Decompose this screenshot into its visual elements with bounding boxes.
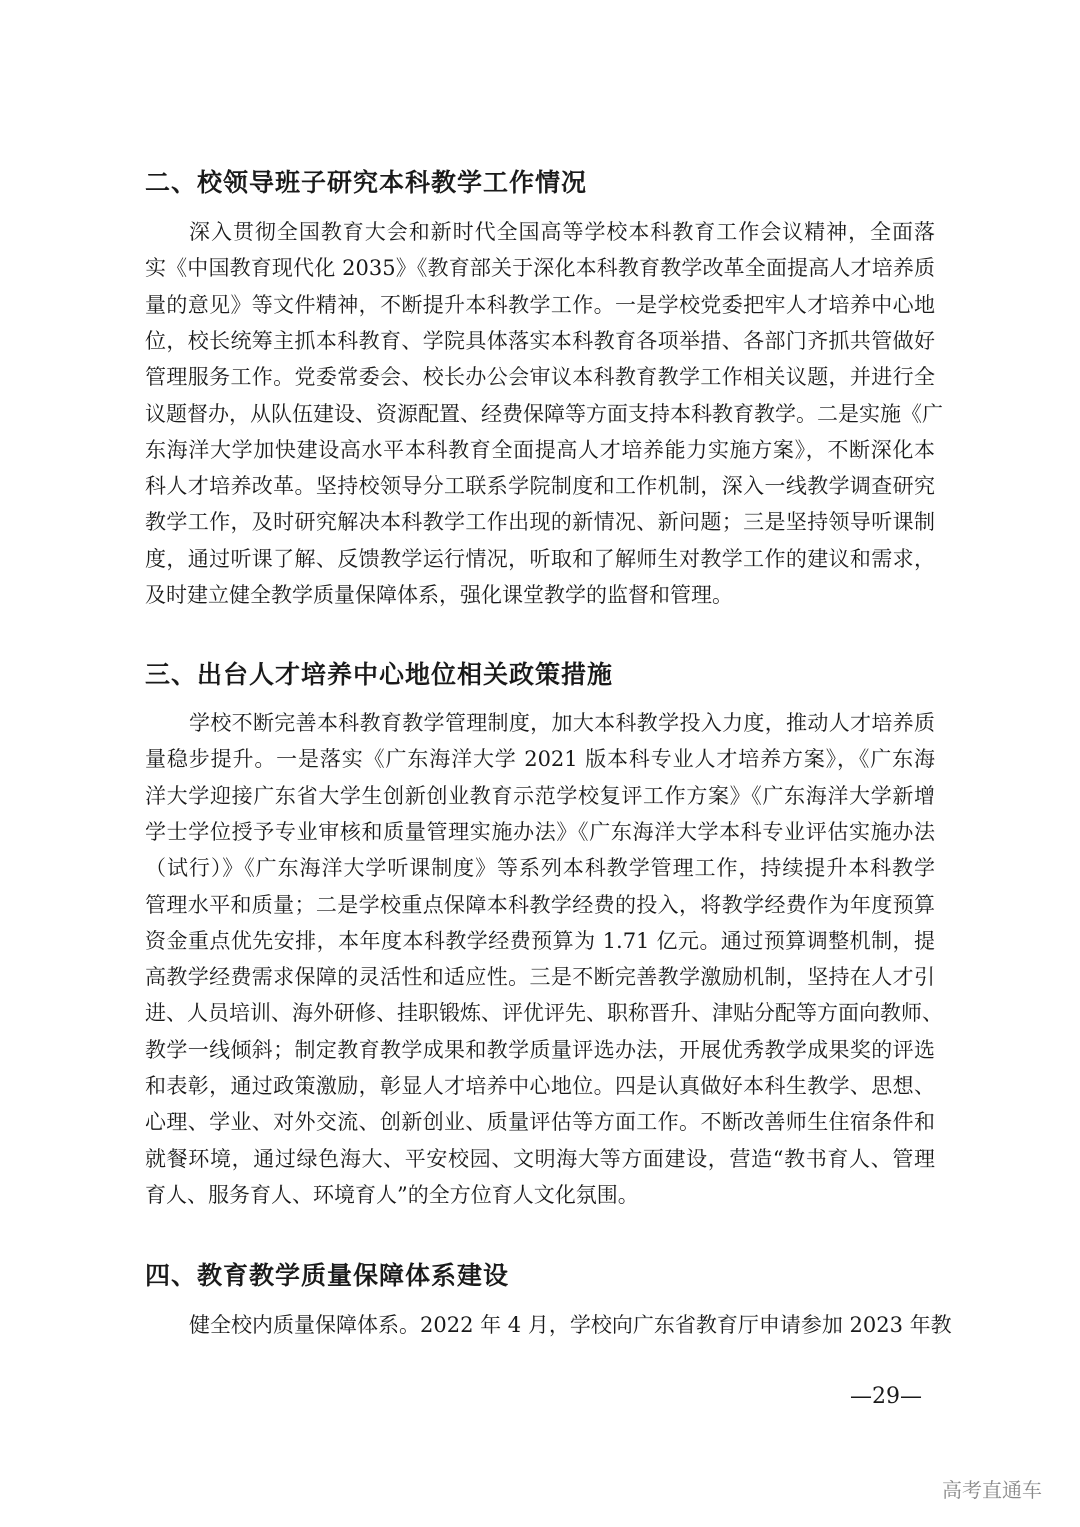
paragraph-line: 位，校长统筹主抓本科教育、学院具体落实本科教育各项举措、各部门齐抓共管做好 — [145, 328, 935, 353]
paragraph-line: 学士学位授予专业审核和质量管理实施办法》《广东海洋大学本科专业评估实施办法 — [145, 819, 935, 844]
paragraph-line: 就餐环境，通过绿色海大、平安校园、文明海大等方面建设，营造“教书育人、管理 — [145, 1146, 935, 1171]
paragraph-line: 及时建立健全教学质量保障体系，强化课堂教学的监督和管理。 — [145, 583, 733, 607]
page-number: —29— — [850, 1384, 922, 1409]
paragraph-line: 管理服务工作。党委常委会、校长办公会审议本科教育教学工作相关议题，并进行全 — [145, 365, 935, 390]
paragraph-line: 度，通过听课了解、反馈教学运行情况，听取和了解师生对教学工作的建议和需求， — [145, 546, 935, 571]
section-3-heading: 三、出台人才培养中心地位相关政策措施 — [145, 660, 614, 689]
paragraph-line: 量的意见》等文件精神，不断提升本科教学工作。一是学校党委把牢人才培养中心地 — [145, 292, 935, 317]
paragraph-line: 科人才培养改革。坚持校领导分工联系学院制度和工作机制，深入一线教学调查研究 — [145, 474, 935, 499]
section-2-heading: 二、校领导班子研究本科教学工作情况 — [145, 168, 588, 197]
paragraph-line: 学校不断完善本科教育教学管理制度，加大本科教学投入力度，推动人才培养质 — [189, 711, 935, 735]
paragraph-line: 管理水平和质量；二是学校重点保障本科教学经费的投入，将教学经费作为年度预算 — [145, 892, 935, 917]
paragraph-line: 深入贯彻全国教育大会和新时代全国高等学校本科教育工作会议精神，全面落 — [189, 220, 935, 244]
watermark: 高考直通车 — [942, 1478, 1042, 1502]
paragraph-line: 健全校内质量保障体系。2022 年 4 月，学校向广东省教育厅申请参加 2023 年教 — [189, 1313, 952, 1337]
paragraph-line: 进、人员培训、海外研修、挂职锻炼、评优评先、职称晋升、津贴分配等方面向教师、 — [145, 1001, 943, 1026]
paragraph-line: 东海洋大学加快建设高水平本科教育全面提高人才培养能力实施方案》，不断深化本 — [145, 437, 935, 462]
paragraph-line: 洋大学迎接广东省大学生创新创业教育示范学校复评工作方案》《广东海洋大学新增 — [145, 783, 935, 808]
paragraph-line: 心理、学业、对外交流、创新创业、质量评估等方面工作。不断改善师生住宿条件和 — [145, 1110, 935, 1135]
paragraph-line: 资金重点优先安排，本年度本科教学经费预算为 1.71 亿元。通过预算调整机制，提 — [145, 928, 935, 953]
paragraph-line: 和表彰，通过政策激励，彰显人才培养中心地位。四是认真做好本科生教学、思想、 — [145, 1074, 935, 1098]
paragraph-line: 高教学经费需求保障的灵活性和适应性。三是不断完善教学激励机制，坚持在人才引 — [145, 965, 935, 990]
section-4-heading: 四、教育教学质量保障体系建设 — [145, 1261, 510, 1290]
paragraph-line: 育人、服务育人、环境育人”的全方位育人文化氛围。 — [145, 1182, 639, 1207]
paragraph-line: （试行）》《广东海洋大学听课制度》等系列本科教学管理工作，持续提升本科教学 — [145, 856, 935, 881]
paragraph-line: 教学一线倾斜；制定教育教学成果和教学质量评选办法，开展优秀教学成果奖的评选 — [145, 1037, 935, 1062]
paragraph-line: 教学工作，及时研究解决本科教学工作出现的新情况、新问题；三是坚持领导听课制 — [145, 510, 935, 535]
paragraph-line: 实《中国教育现代化 2035》《教育部关于深化本科教育教学改革全面提高人才培养质 — [145, 256, 935, 281]
paragraph-line: 议题督办，从队伍建设、资源配置、经费保障等方面支持本科教育教学。二是实施《广 — [145, 401, 943, 426]
paragraph-line: 量稳步提升。一是落实《广东海洋大学 2021 版本科专业人才培养方案》，《广东海 — [145, 747, 935, 772]
